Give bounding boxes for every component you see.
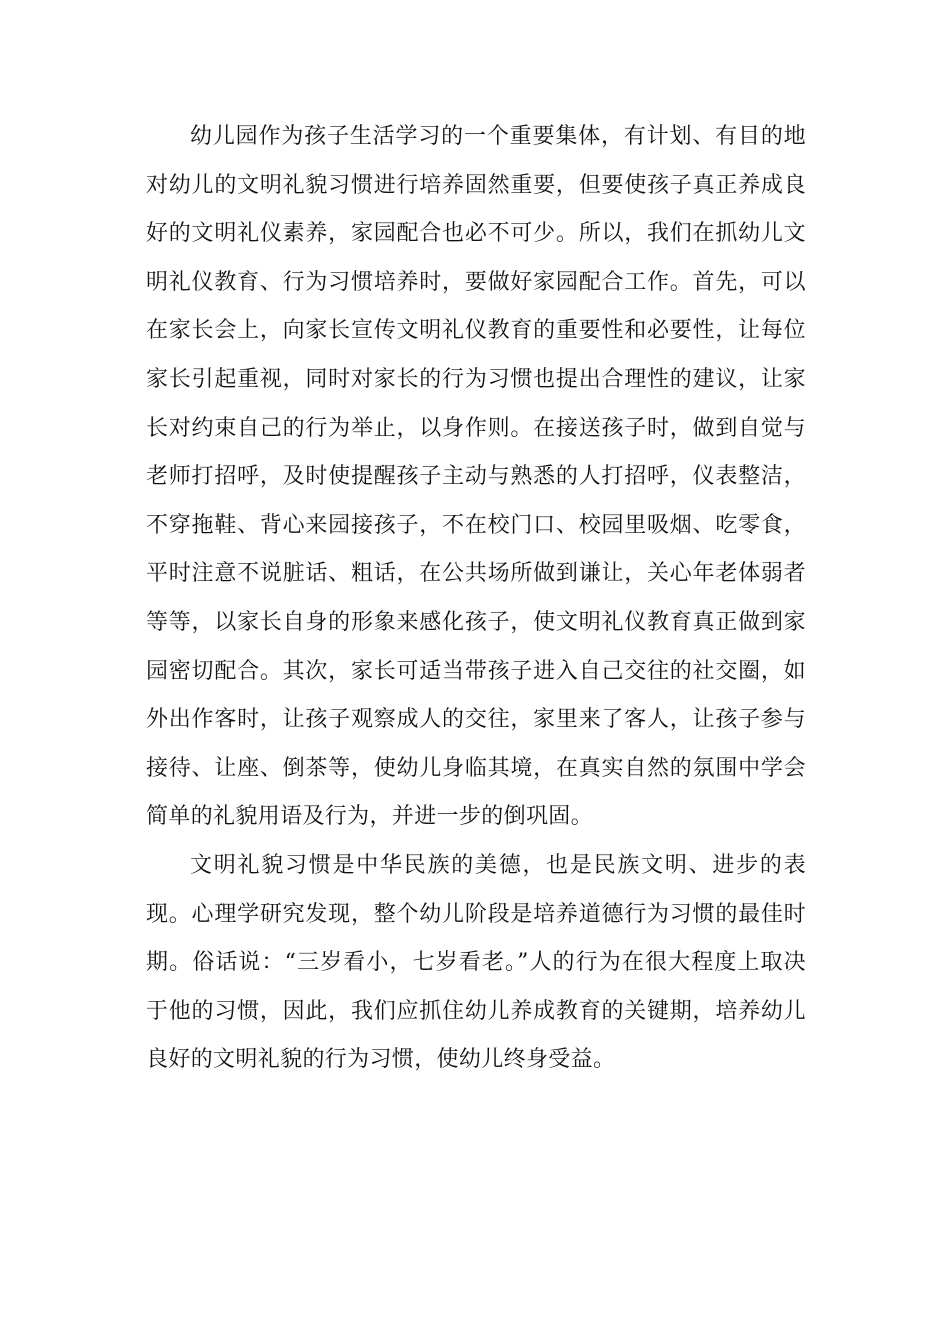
paragraph-home-school-cooperation: 幼儿园作为孩子生活学习的一个重要集体，有计划、有目的地对幼儿的文明礼貌习惯进行培养固然重要，但要使孩子真正养成良好的文明礼仪素养，家园配合也必不可少。所以，我们在抓幼儿文明礼仪教育、行为习惯培养时，要做好家园配合工作。首先，可以在家长会上，向家长宣传文明礼仪教育的重要性和必要性，让每位家长引起重视，同时对家长的行为习惯也提出合理性的建议，让家长对约束自己的行为举止，以身作则。在接送孩子时，做到自觉与老师打招呼，及时使提醒孩子主动与熟悉的人打招呼，仪表整洁，不穿拖鞋、背心来园接孩子，不在校门口、校园里吸烟、吃零食，平时注意不说脏话、粗话，在公共场所做到谦让，关心年老体弱者等等，以家长自身的形象来感化孩子，使文明礼仪教育真正做到家园密切配合。其次，家长可适当带孩子进入自己交往的社交圈，如外出作客时，让孩子观察成人的交往，家里来了客人，让孩子参与接待、让座、倒茶等，使幼儿身临其境，在真实自然的氛围中学会简单的礼貌用语及行为，并进一步的倒巩固。	[146, 124, 806, 830]
body-text	[146, 113, 806, 1085]
paragraph-conclusion: 文明礼貌习惯是中华民族的美德，也是民族文明、进步的表现。心理学研究发现，整个幼儿阶段是培养道德行为习惯的最佳时期。俗话说：“三岁看小，七岁看老。”人的行为在很大程度上取决于他的习惯，因此，我们应抓住幼儿养成教育的关键期，培养幼儿良好的文明礼貌的行为习惯，使幼儿终身受益。	[146, 852, 806, 1073]
